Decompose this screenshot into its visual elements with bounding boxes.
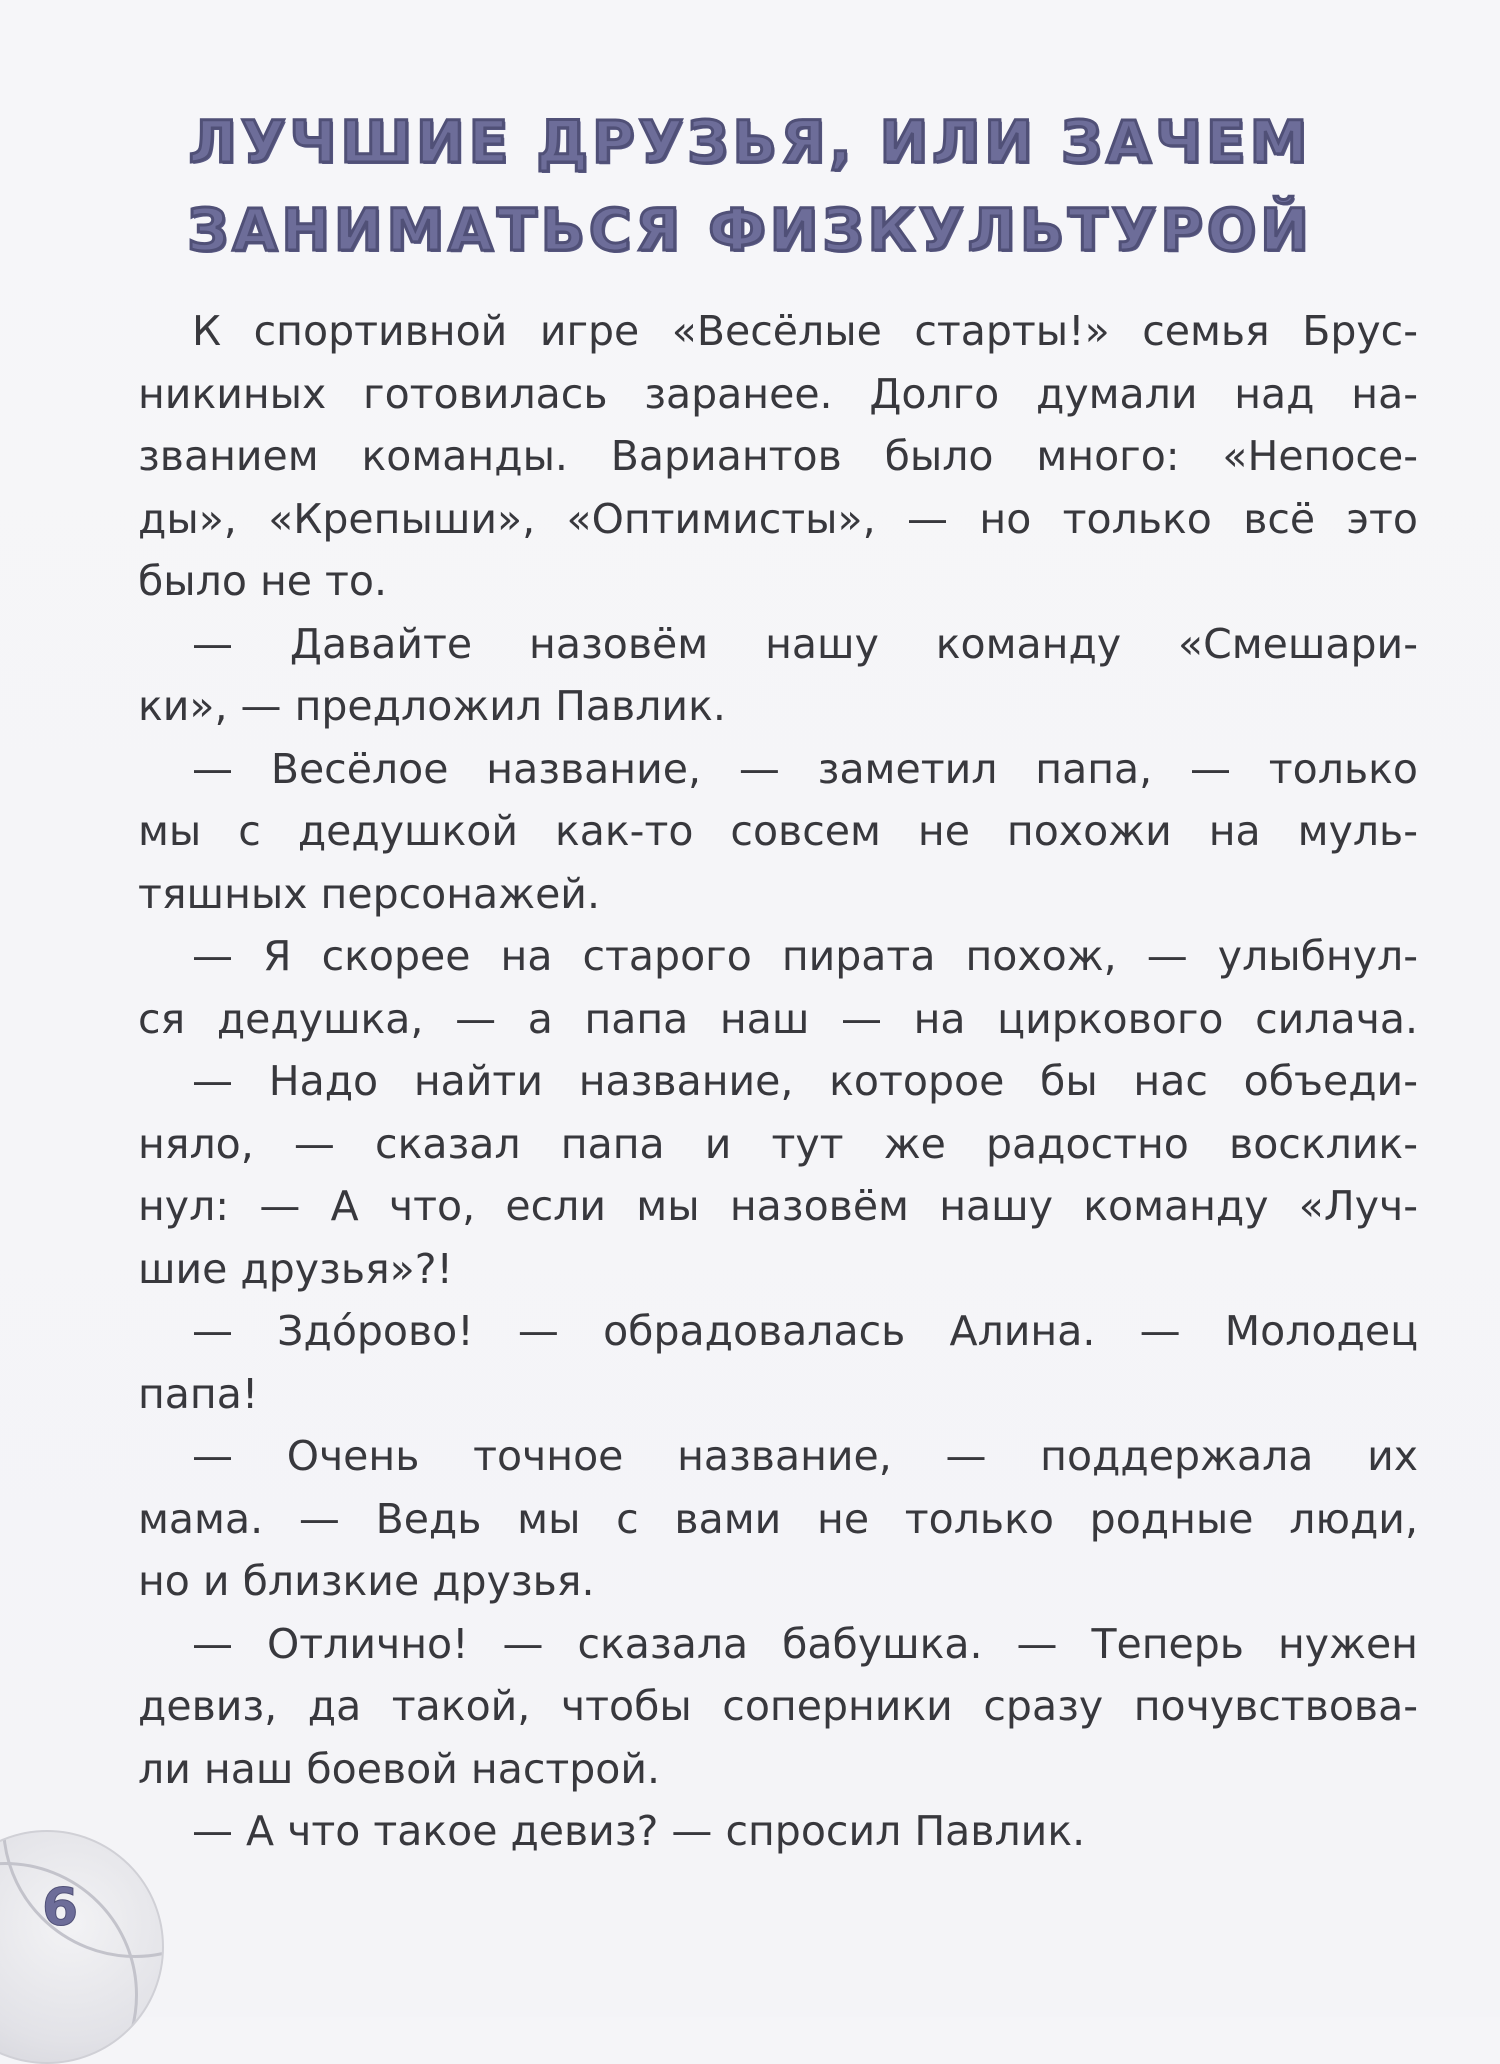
- text-line: шие друзья»?!: [138, 1244, 453, 1293]
- text-line: — Давайте назовём нашу команду «Смешари-: [192, 619, 1418, 668]
- text-line: — Здо́рово! — обрадовалась Алина. — Молодец: [192, 1307, 1418, 1355]
- text-line: никиных готовилась заранее. Долго думали над на-: [138, 369, 1418, 418]
- text-line: ся дедушка, — а папа наш — на циркового силача.: [138, 994, 1418, 1043]
- text-line: но и близкие друзья.: [138, 1557, 595, 1605]
- volleyball-icon: [0, 1830, 164, 2064]
- text-line: няло, — сказал папа и тут же радостно восклик-: [138, 1119, 1418, 1168]
- text-line: званием команды. Вариантов было много: «Непосе-: [138, 432, 1418, 480]
- text-line: девиз, да такой, чтобы соперники сразу почувствова-: [138, 1682, 1418, 1730]
- chapter-title: [140, 98, 1360, 274]
- text-line: — Я скорее на старого пирата похож, — улыбнул-: [192, 932, 1418, 980]
- text-line: ли наш боевой настрой.: [138, 1744, 661, 1793]
- chapter-title-line-2: ЗАНИМАТЬСЯ ФИЗКУЛЬТУРОЙ: [187, 196, 1313, 264]
- chapter-title-line-1: ЛУЧШИЕ ДРУЗЬЯ, ИЛИ ЗАЧЕМ: [188, 108, 1312, 176]
- text-line: тяшных персонажей.: [138, 869, 600, 918]
- text-line: ды», «Крепыши», «Оптимисты», — но только всё это: [138, 494, 1418, 543]
- text-line: — Надо найти название, которое бы нас объеди-: [192, 1057, 1418, 1105]
- text-line: — Весёлое название, — заметил папа, — только: [192, 744, 1418, 793]
- page-number: 6: [42, 1878, 79, 1938]
- text-line: мама. — Ведь мы с вами не только родные люди,: [138, 1494, 1418, 1543]
- text-line: — Отлично! — сказала бабушка. — Теперь нужен: [192, 1619, 1418, 1668]
- text-line: — Очень точное название, — поддержала их: [192, 1432, 1418, 1480]
- text-line: папа!: [138, 1369, 259, 1418]
- story-text: [138, 300, 1418, 1863]
- text-line: нул: — А что, если мы назовём нашу команду «Луч-: [138, 1182, 1418, 1230]
- text-line: мы с дедушкой как-то совсем не похожи на муль-: [138, 807, 1418, 855]
- text-line: ки», — предложил Павлик.: [138, 682, 726, 730]
- text-line: — А что такое девиз? — спросил Павлик.: [192, 1807, 1086, 1855]
- text-line: К спортивной игре «Весёлые старты!» семья Брус-: [192, 307, 1418, 355]
- text-line: было не то.: [138, 557, 388, 605]
